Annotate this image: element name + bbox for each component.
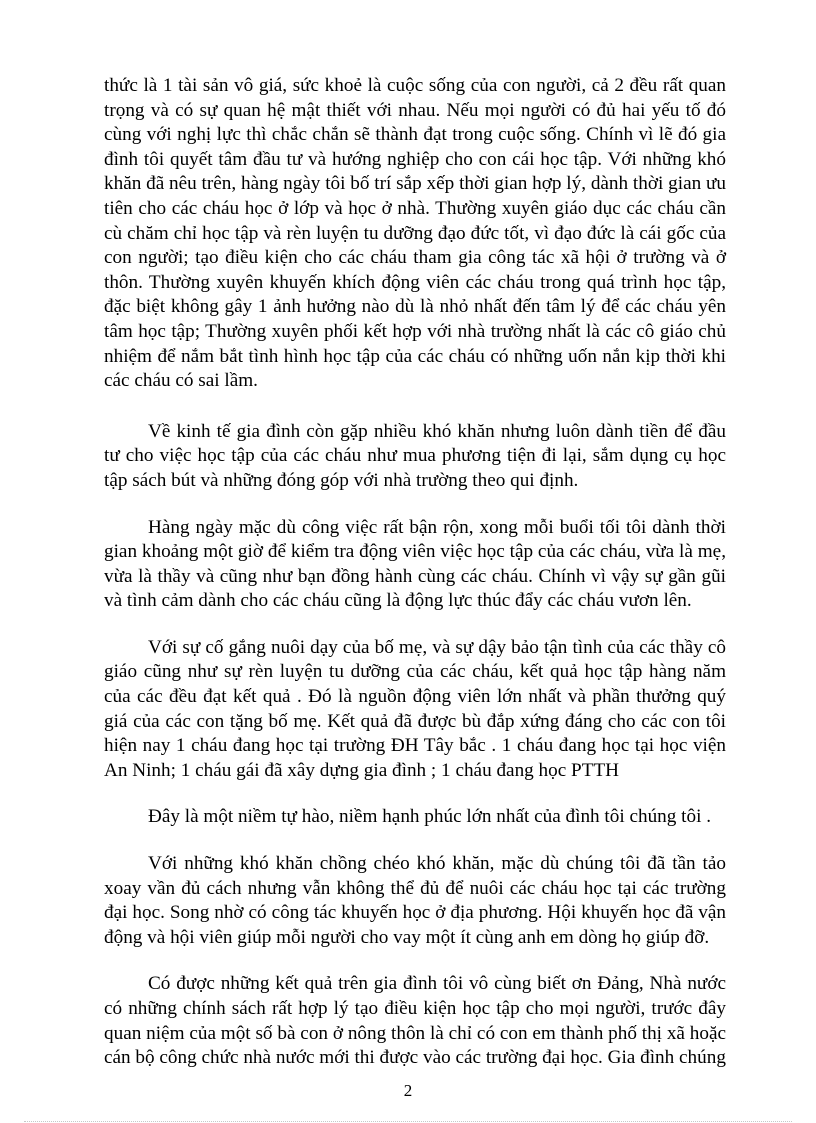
page-number: 2 [403,1081,413,1100]
paragraph-pride: Đây là một niềm tự hào, niềm hạnh phúc lớn nhất của đình tôi chúng tôi . [148,806,712,828]
paragraph-economy: Về kinh tế gia đình còn gặp nhiều khó khăn nhưng luôn dành tiền để đầu tư cho việc học tập của các cháu như mua phương tiện đi lại, sắm dụng cụ học tập sách bút và những đóng góp với nhà trường theo qui định. [104,420,726,491]
page-bottom-divider [24,1121,792,1122]
page-body [104,74,726,1071]
paragraph-continuation: thức là 1 tài sản vô giá, sức khoẻ là cuộc sống của con người, cả 2 đều rất quan trọng và có sự quan hệ mật thiết với nhau. Nếu mọi người có đủ hai yếu tố đó cùng với nghị lực thì chắc chắn sẽ thành đạt trong cuộc sống. Chính vì lẽ đó gia đình tôi quyết tâm đầu tư và hướng nghiệp cho con cái học tập. Với những khó khăn đã nêu trên, hàng ngày tôi bố trí sắp xếp thời gian hợp lý, dành thời gian ưu tiên cho các cháu học ở lớp và học ở nhà. Thường xuyên giáo dục các cháu cần cù chăm chỉ học tập và rèn luyện tu dưỡng đạo đức tốt, vì đạo đức là cái gốc của con người; tạo điều kiện cho các cháu tham gia công tác xã hội ở trường và ở thôn. Thường xuyên khuyến khích động viên các cháu trong quá trình học tập, đặc biệt không gây 1 ảnh hưởng nào dù là nhỏ nhất đến tâm lý để các cháu yên tâm học tập; Thường xuyên phối kết hợp với nhà trường nhất là các cô giáo chủ nhiệm để nắm bắt tình hình học tập của các cháu có những uốn nắn kịp thời khi các cháu có sai lầm. [104,75,726,392]
paragraph-gratitude: Có được những kết quả trên gia đình tôi vô cùng biết ơn Đảng, Nhà nước có những chính sách rất hợp lý tạo điều kiện học tập cho mọi người, trước đây quan niệm của một số bà con ở nông thôn là chỉ có con em thành phố thị xã hoặc cán bộ công chức nhà nước mới thi được vào các trường đại học. Gia đình chúng [104,973,726,1069]
paragraph-results: Với sự cố gắng nuôi dạy của bố mẹ, và sự dậy bảo tận tình của các thầy cô giáo cũng như sự rèn luyện tu dưỡng của các cháu, kết quả học tập hàng năm của các đều đạt kết quả . Đó là nguồn động viên lớn nhất và phần thưởng quý giá của các con tặng bố mẹ. Kết quả đã được bù đắp xứng đáng cho các con tôi hiện nay 1 cháu đang học tại trường ĐH Tây bắc . 1 cháu đang học tại học viện An Ninh; 1 cháu gái đã xây dựng gia đình ; 1 cháu đang học PTTH [104,636,726,781]
paragraph-support: Với những khó khăn chồng chéo khó khăn, mặc dù chúng tôi đã tần tảo xoay vần đủ cách nhưng vẫn không thể đủ để nuôi các cháu học tại các trường đại học. Song nhờ có công tác khuyến học ở địa phương. Hội khuyến học đã vận động và hội viên giúp mỗi người cho vay một ít cùng anh em dòng họ giúp đỡ. [104,853,726,948]
paragraph-daily-routine: Hàng ngày mặc dù công việc rất bận rộn, xong mỗi buổi tối tôi dành thời gian khoảng một giờ để kiểm tra động viên việc học tập của các cháu, vừa là mẹ, vừa là thầy và cũng như bạn đồng hành cùng các cháu. Chính vì vậy sự gần gũi và tình cảm dành cho các cháu cũng là động lực thúc đẩy các cháu vươn lên. [104,516,726,612]
